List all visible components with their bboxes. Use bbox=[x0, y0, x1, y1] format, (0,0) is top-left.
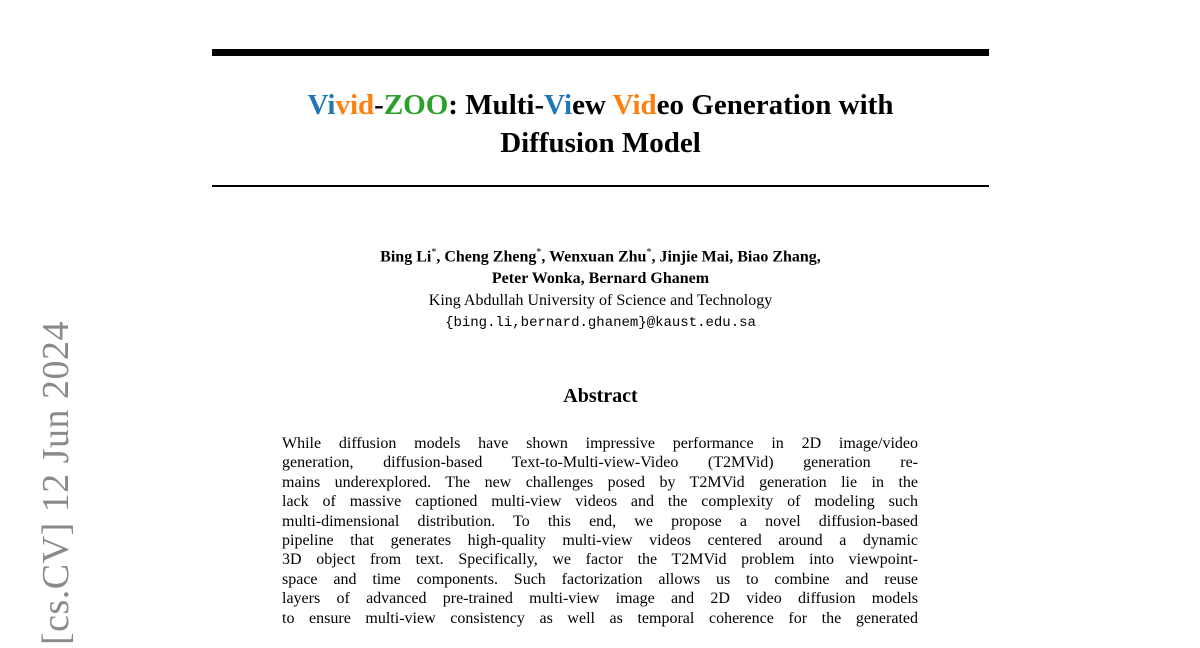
author-name: Wenxuan Zhu bbox=[549, 248, 647, 266]
title-line-1 bbox=[308, 89, 894, 121]
title-part-vid: vid bbox=[335, 89, 375, 121]
abstract-line: While diffusion models have shown impressive performance in 2D image/video bbox=[282, 435, 918, 452]
title-part-hyphen: - bbox=[374, 89, 384, 121]
abstract-line: to ensure multi-view consistency as well as temporal coherence for the generated bbox=[282, 609, 918, 627]
author-names-line-2: Peter Wonka, Bernard Ghanem bbox=[491, 270, 710, 288]
abstract-heading: Abstract bbox=[563, 385, 638, 407]
title-part-zoo: ZOO bbox=[383, 89, 449, 121]
equal-contribution-mark: * bbox=[431, 247, 437, 258]
equal-contribution-mark: * bbox=[536, 247, 542, 258]
abstract-line: generation, diffusion-based Text-to-Multi-view-Video (T2MVid) generation re- bbox=[282, 454, 918, 472]
arxiv-sidebar-text: [cs.CV] 12 Jun 2024 bbox=[35, 320, 77, 645]
title-part-vi-2: Vi bbox=[544, 89, 573, 121]
title-part-generation: eo Generation with bbox=[656, 89, 894, 121]
abstract-line: 3D object from text. Specifically, we factor the T2MVid problem into viewpoint- bbox=[282, 551, 918, 569]
abstract-line: space and time components. Such factorization allows us to combine and reuse bbox=[282, 570, 918, 588]
title-part-vid-2: Vid bbox=[612, 89, 657, 121]
title-part-vi: Vi bbox=[307, 89, 336, 121]
author-email: {bing.li,bernard.ghanem}@kaust.edu.sa bbox=[445, 315, 756, 332]
abstract-line: layers of advanced pre-trained multi-view image and 2D video diffusion models bbox=[282, 590, 918, 608]
author-names-line-1 bbox=[212, 242, 989, 268]
title-top-rule bbox=[212, 49, 989, 56]
paper-title bbox=[212, 86, 989, 162]
affiliation: King Abdullah University of Science and Technology bbox=[428, 292, 773, 310]
author-name: Bing Li bbox=[380, 248, 432, 266]
equal-contribution-mark: * bbox=[646, 247, 652, 258]
author-name: Cheng Zheng bbox=[444, 248, 537, 266]
title-bottom-rule bbox=[212, 185, 989, 187]
abstract-line: lack of massive captioned multi-view videos and the complexity of modeling such bbox=[282, 493, 918, 511]
abstract-line: multi-dimensional distribution. To this end, we propose a novel diffusion-based bbox=[282, 512, 918, 530]
title-part-multi: : Multi- bbox=[448, 89, 545, 121]
title-part-ew: ew bbox=[572, 89, 613, 121]
author-separator: , bbox=[436, 248, 445, 266]
title-line-2: Diffusion Model bbox=[500, 127, 701, 159]
abstract-line: pipeline that generates high-quality multi-view videos centered around a dynamic bbox=[282, 532, 918, 550]
author-names-rest: , Jinjie Mai, Biao Zhang, bbox=[651, 248, 821, 266]
abstract-body bbox=[282, 434, 918, 628]
abstract-line: mains underexplored. The new challenges posed by T2MVid generation lie in the bbox=[282, 473, 918, 491]
author-separator: , bbox=[541, 248, 550, 266]
author-block bbox=[212, 242, 989, 334]
